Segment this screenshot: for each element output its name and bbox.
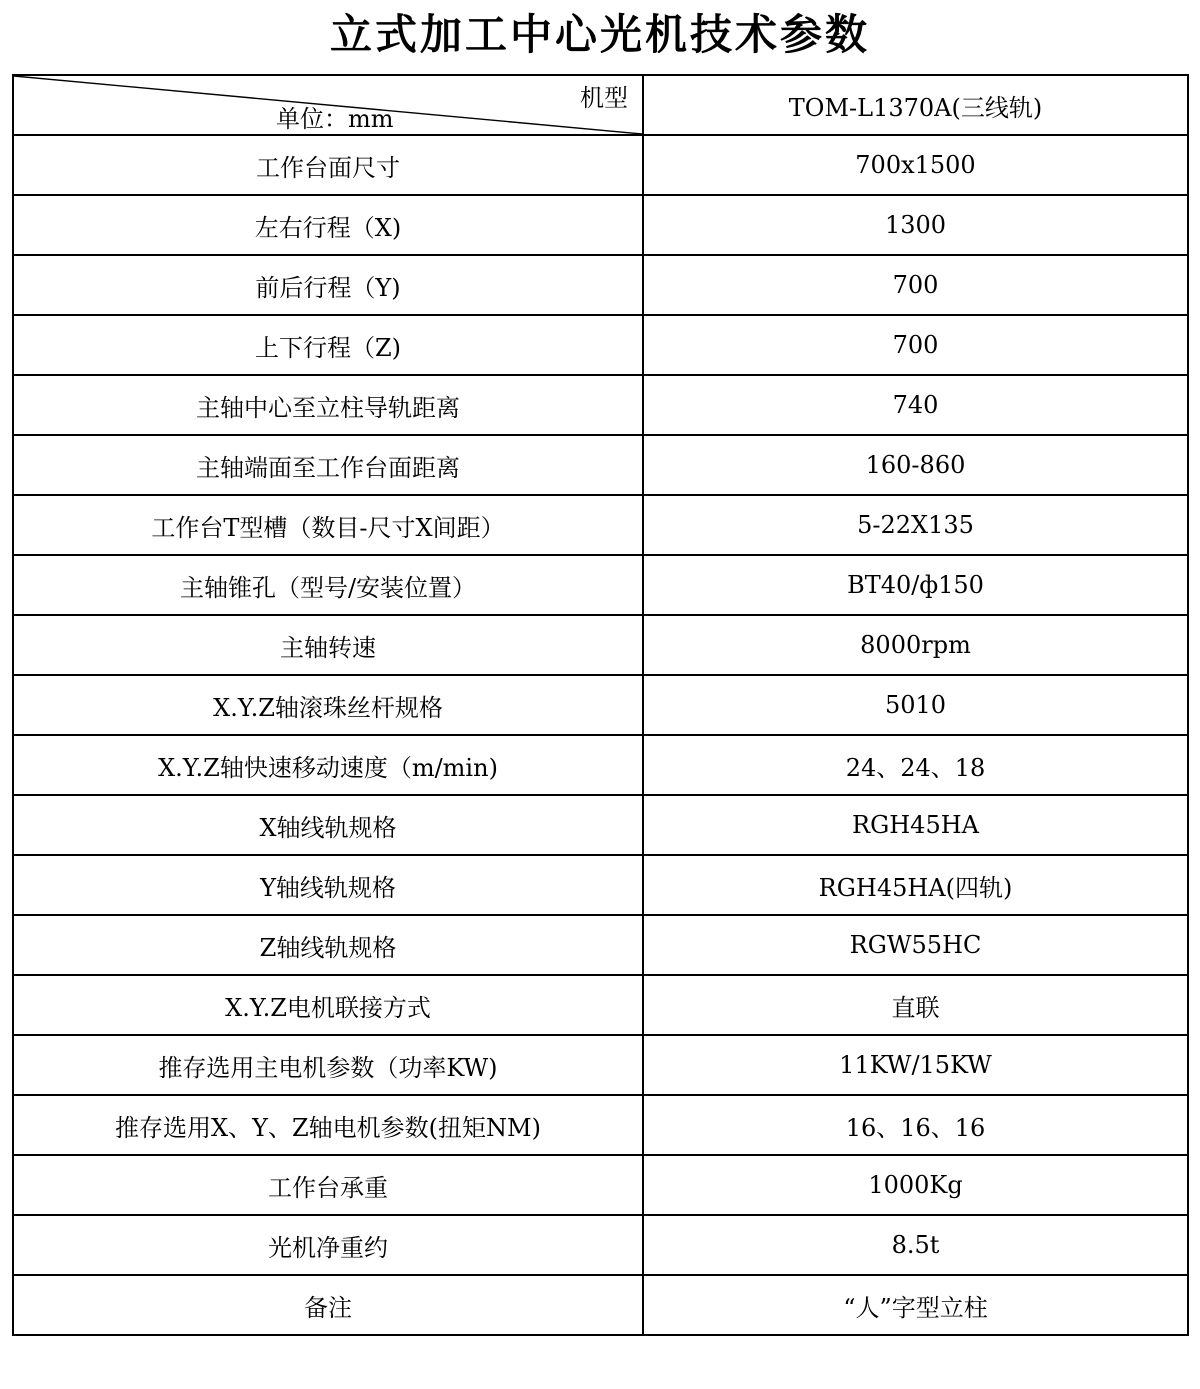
param-name-cell: 主轴锥孔（型号/安装位置） (13, 555, 643, 615)
table-row (13, 615, 1188, 675)
param-name-cell: 光机净重约 (13, 1215, 643, 1275)
spec-table (12, 74, 1189, 1336)
param-name-cell: X.Y.Z轴滚珠丝杆规格 (13, 675, 643, 735)
param-name-cell: 推存选用主电机参数（功率KW) (13, 1035, 643, 1095)
page-title: 立式加工中心光机技术参数 (329, 10, 870, 59)
table-row (13, 555, 1188, 615)
table-row (13, 135, 1188, 195)
param-value-cell: 1000Kg (643, 1155, 1188, 1215)
table-row (13, 795, 1188, 855)
param-name-cell: 工作台T型槽（数目-尺寸X间距） (13, 495, 643, 555)
param-value-cell: 5010 (643, 675, 1188, 735)
param-name-cell: 上下行程（Z) (13, 315, 643, 375)
table-row (13, 1095, 1188, 1155)
table-header-row (13, 75, 1188, 135)
table-row (13, 435, 1188, 495)
param-value-cell: 5-22X135 (643, 495, 1188, 555)
param-name-cell: 备注 (13, 1275, 643, 1335)
param-value-cell: 700x1500 (643, 135, 1188, 195)
param-value-cell: 24、24、18 (643, 735, 1188, 795)
param-value-cell: “人”字型立柱 (643, 1275, 1188, 1335)
param-name-cell: 前后行程（Y) (13, 255, 643, 315)
param-name-cell: X.Y.Z电机联接方式 (13, 975, 643, 1035)
param-value-cell: 直联 (643, 975, 1188, 1035)
header-model-label: 机型 (580, 84, 628, 112)
table-row (13, 675, 1188, 735)
table-row (13, 1215, 1188, 1275)
param-name-cell: 主轴中心至立柱导轨距离 (13, 375, 643, 435)
table-row (13, 375, 1188, 435)
param-name-cell: 工作台承重 (13, 1155, 643, 1215)
spec-table-body (13, 75, 1188, 1335)
param-name-cell: Z轴线轨规格 (13, 915, 643, 975)
param-name-cell: 主轴端面至工作台面距离 (13, 435, 643, 495)
table-row (13, 735, 1188, 795)
param-value-cell: 700 (643, 255, 1188, 315)
table-row (13, 855, 1188, 915)
param-value-cell: RGW55HC (643, 915, 1188, 975)
param-value-cell: 8000rpm (643, 615, 1188, 675)
param-value-cell: 8.5t (643, 1215, 1188, 1275)
param-name-cell: X.Y.Z轴快速移动速度（m/min) (13, 735, 643, 795)
table-row (13, 195, 1188, 255)
table-row (13, 1155, 1188, 1215)
param-value-cell: BT40/ф150 (643, 555, 1188, 615)
table-row (13, 915, 1188, 975)
param-value-cell: 700 (643, 315, 1188, 375)
param-value-cell: RGH45HA(四轨) (643, 855, 1188, 915)
param-name-cell: 推存选用X、Y、Z轴电机参数(扭矩NM) (13, 1095, 643, 1155)
param-name-cell: 左右行程（X) (13, 195, 643, 255)
param-value-cell: 740 (643, 375, 1188, 435)
param-value-cell: 16、16、16 (643, 1095, 1188, 1155)
param-value-cell: RGH45HA (643, 795, 1188, 855)
diagonal-header-cell (13, 75, 643, 135)
param-name-cell: 工作台面尺寸 (13, 135, 643, 195)
param-name-cell: X轴线轨规格 (13, 795, 643, 855)
table-row (13, 495, 1188, 555)
header-unit-label: 单位：mm (276, 105, 394, 133)
table-row (13, 315, 1188, 375)
table-row (13, 255, 1188, 315)
param-value-cell: 11KW/15KW (643, 1035, 1188, 1095)
table-row (13, 975, 1188, 1035)
table-row (13, 1275, 1188, 1335)
param-value-cell: 1300 (643, 195, 1188, 255)
param-value-cell: 160-860 (643, 435, 1188, 495)
param-name-cell: 主轴转速 (13, 615, 643, 675)
param-name-cell: Y轴线轨规格 (13, 855, 643, 915)
table-row (13, 1035, 1188, 1095)
header-model-value: TOM-L1370A(三线轨) (643, 75, 1188, 135)
